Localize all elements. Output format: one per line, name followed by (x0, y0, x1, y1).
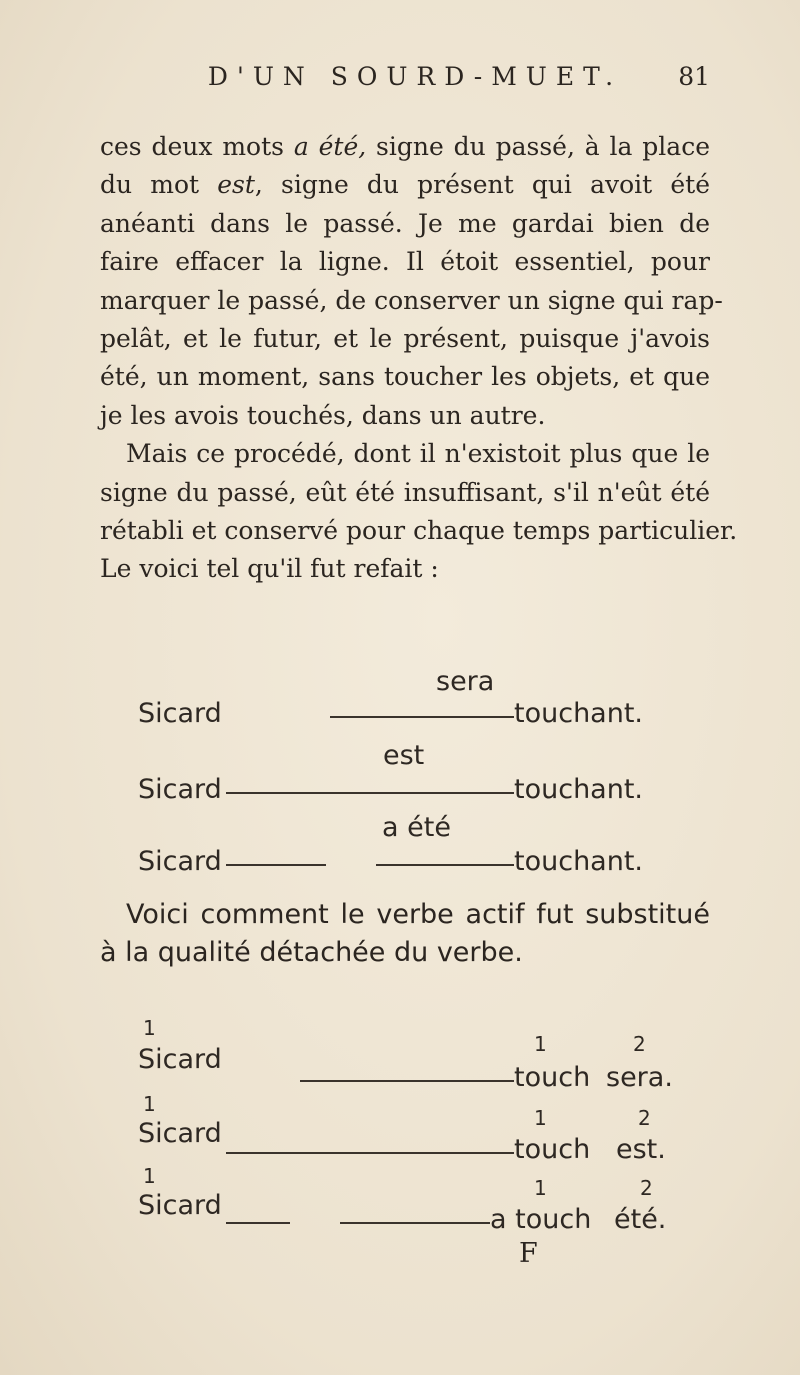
diagram2-num-verb-3: 1 (534, 1176, 547, 1200)
diagram2-num-verb-2: 1 (534, 1106, 547, 1130)
diagram2-num-verb-1: 1 (534, 1032, 547, 1056)
diagram1-participle-3: touchant. (514, 846, 644, 877)
text-segment: rétabli et conservé pour chaque temps particulier. (100, 516, 738, 546)
text-segment: Le voici tel qu'il fut refait : (100, 554, 439, 584)
diagram2-num-aux-2: 2 (638, 1106, 651, 1130)
diagram1-subject-2: Sicard (138, 774, 222, 805)
diagram2-num-subject-2: 1 (143, 1092, 156, 1116)
diagram2-subject-3: Sicard (138, 1190, 222, 1221)
text-segment: a été, (293, 132, 367, 161)
diagram1-aux-a-ete: a été (382, 812, 451, 843)
diagram2-line-2 (226, 1152, 514, 1154)
text-segment: , signe du présent qui avoit été (254, 170, 710, 200)
diagram2-subject-2: Sicard (138, 1118, 222, 1149)
diagram1-subject-1: Sicard (138, 698, 222, 729)
diagram2-line-3b (340, 1222, 490, 1224)
diagram2-num-subject-1: 1 (143, 1016, 156, 1040)
diagram2-num-subject-3: 1 (143, 1164, 156, 1188)
text-segment: du mot (100, 170, 218, 200)
text-segment: faire effacer la ligne. Il étoit essentiel, pour (100, 247, 710, 277)
diagram2-verb-1: touch (514, 1062, 591, 1093)
text-segment: ces deux mots (100, 132, 294, 161)
diagram2-line-3a (226, 1222, 290, 1224)
text-segment: signe du passé, eût été insuffisant, s'il n'eût été (100, 477, 710, 507)
middle-line-1: Voici comment le verbe actif fut substitué (126, 899, 710, 930)
diagram1-aux-est: est (383, 740, 425, 771)
diagram1-participle-1: touchant. (514, 698, 644, 729)
diagram2-aux-3: été. (614, 1204, 667, 1235)
text-segment: marquer le passé, de conserver un signe qui rap- (100, 285, 723, 315)
text-segment: est (217, 170, 255, 200)
text-segment: signe du passé, à la place (366, 132, 711, 161)
signature-mark: F (519, 1238, 538, 1269)
middle-line-2: à la qualité détachée du verbe. (100, 937, 523, 969)
diagram2-aux-2: est. (616, 1134, 666, 1165)
diagram2-num-aux-3: 2 (640, 1176, 653, 1200)
page-number: 81 (678, 62, 710, 91)
running-head: D'UN SOURD-MUET. (207, 62, 623, 91)
diagram2-line-1 (300, 1080, 514, 1082)
diagram1-aux-sera: sera (436, 666, 495, 697)
diagram1-subject-3: Sicard (138, 846, 222, 877)
diagram2-subject-1: Sicard (138, 1044, 222, 1075)
text-segment: je les avois touchés, dans un autre. (100, 400, 546, 430)
diagram2-verb-3: a touch (490, 1204, 592, 1235)
text-segment: Mais ce procédé, dont il n'existoit plus que le (126, 439, 710, 469)
diagram2-aux-1: sera. (606, 1062, 673, 1093)
diagram2-verb-2: touch (514, 1134, 591, 1165)
text-segment: anéanti dans le passé. Je me gardai bien de (100, 208, 710, 238)
diagram2-num-aux-1: 2 (633, 1032, 646, 1056)
text-segment: été, un moment, sans toucher les objets, et que (100, 362, 710, 392)
diagram1-participle-2: touchant. (514, 774, 644, 805)
text-segment: pelât, et le futur, et le présent, puisque j'avois (100, 324, 710, 354)
